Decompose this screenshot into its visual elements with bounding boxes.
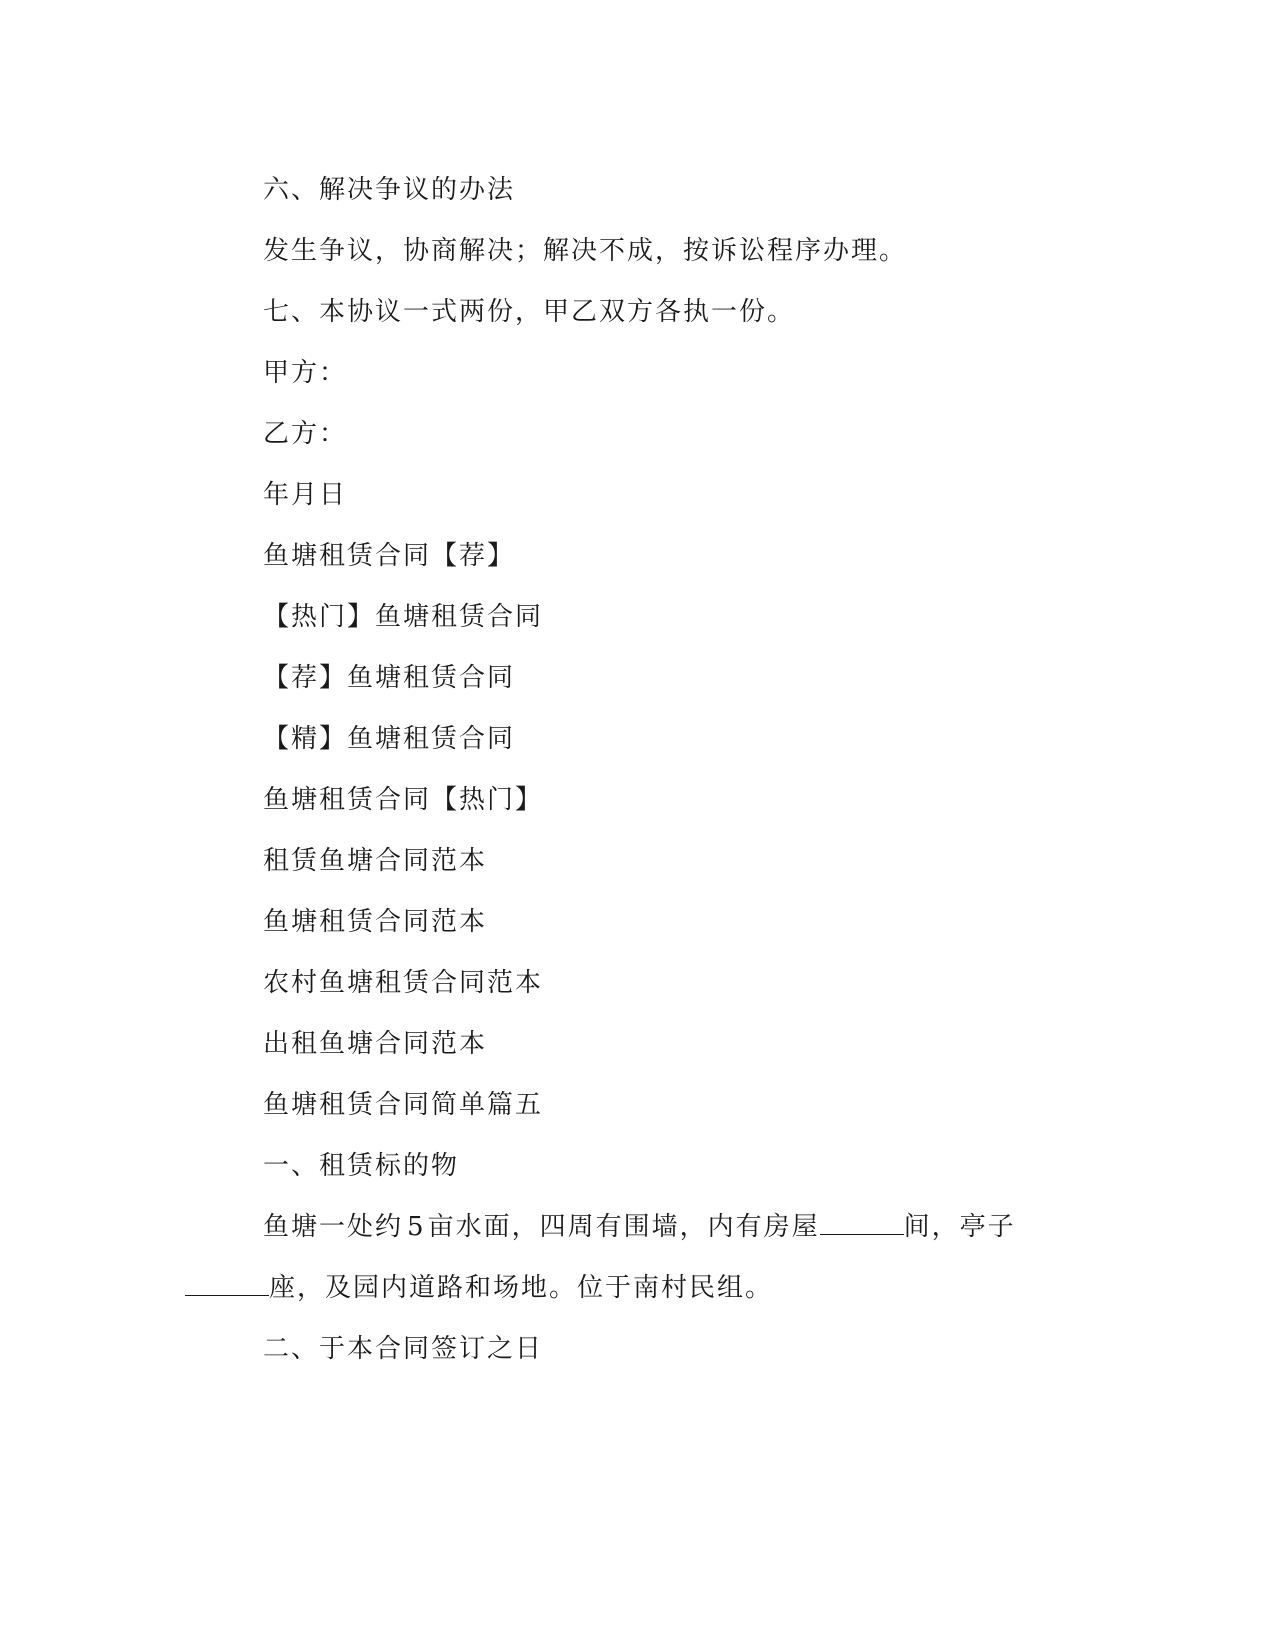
party-b-label: 乙方： (263, 419, 348, 449)
blank-line-pavilions (185, 1271, 269, 1296)
related-title: 【热门】鱼塘租赁合同 (263, 602, 544, 632)
dispute-clause: 发生争议，协商解决；解决不成，按诉讼程序办理。 (263, 236, 908, 266)
related-title: 租赁鱼塘合同范本 (263, 846, 488, 876)
related-title: 鱼塘租赁合同范本 (263, 907, 488, 937)
paragraph-text: 亩水面，四周有围墙，内有房屋 (427, 1212, 820, 1242)
section-heading-lease-object: 一、租赁标的物 (263, 1151, 460, 1181)
lease-object-paragraph-line2 (185, 1258, 1065, 1319)
document-body (185, 160, 1065, 1380)
related-title: 鱼塘租赁合同【荐】 (263, 541, 516, 571)
related-title: 农村鱼塘租赁合同范本 (263, 968, 544, 998)
related-title: 鱼塘租赁合同【热门】 (263, 785, 544, 815)
section-heading-term: 二、于本合同签订之日 (263, 1334, 544, 1364)
paragraph-text: 鱼塘一处约 (263, 1212, 404, 1242)
related-title: 【荐】鱼塘租赁合同 (263, 663, 516, 693)
paragraph-text: 间，亭子 (903, 1212, 1016, 1242)
area-number: 5 (407, 1212, 424, 1242)
copies-clause: 七、本协议一式两份，甲乙双方各执一份。 (263, 297, 796, 327)
lease-object-paragraph-line1 (185, 1197, 1065, 1258)
related-title: 出租鱼塘合同范本 (263, 1029, 488, 1059)
section-heading-dispute: 六、解决争议的办法 (263, 175, 516, 205)
paragraph-text: 座，及园内道路和场地。位于南村民组。 (269, 1273, 774, 1303)
party-a-label: 甲方： (263, 358, 348, 388)
related-title: 【精】鱼塘租赁合同 (263, 724, 516, 754)
date-label: 年月日 (263, 480, 348, 510)
blank-line-rooms (820, 1210, 904, 1235)
section-title-part-five: 鱼塘租赁合同简单篇五 (263, 1090, 544, 1120)
